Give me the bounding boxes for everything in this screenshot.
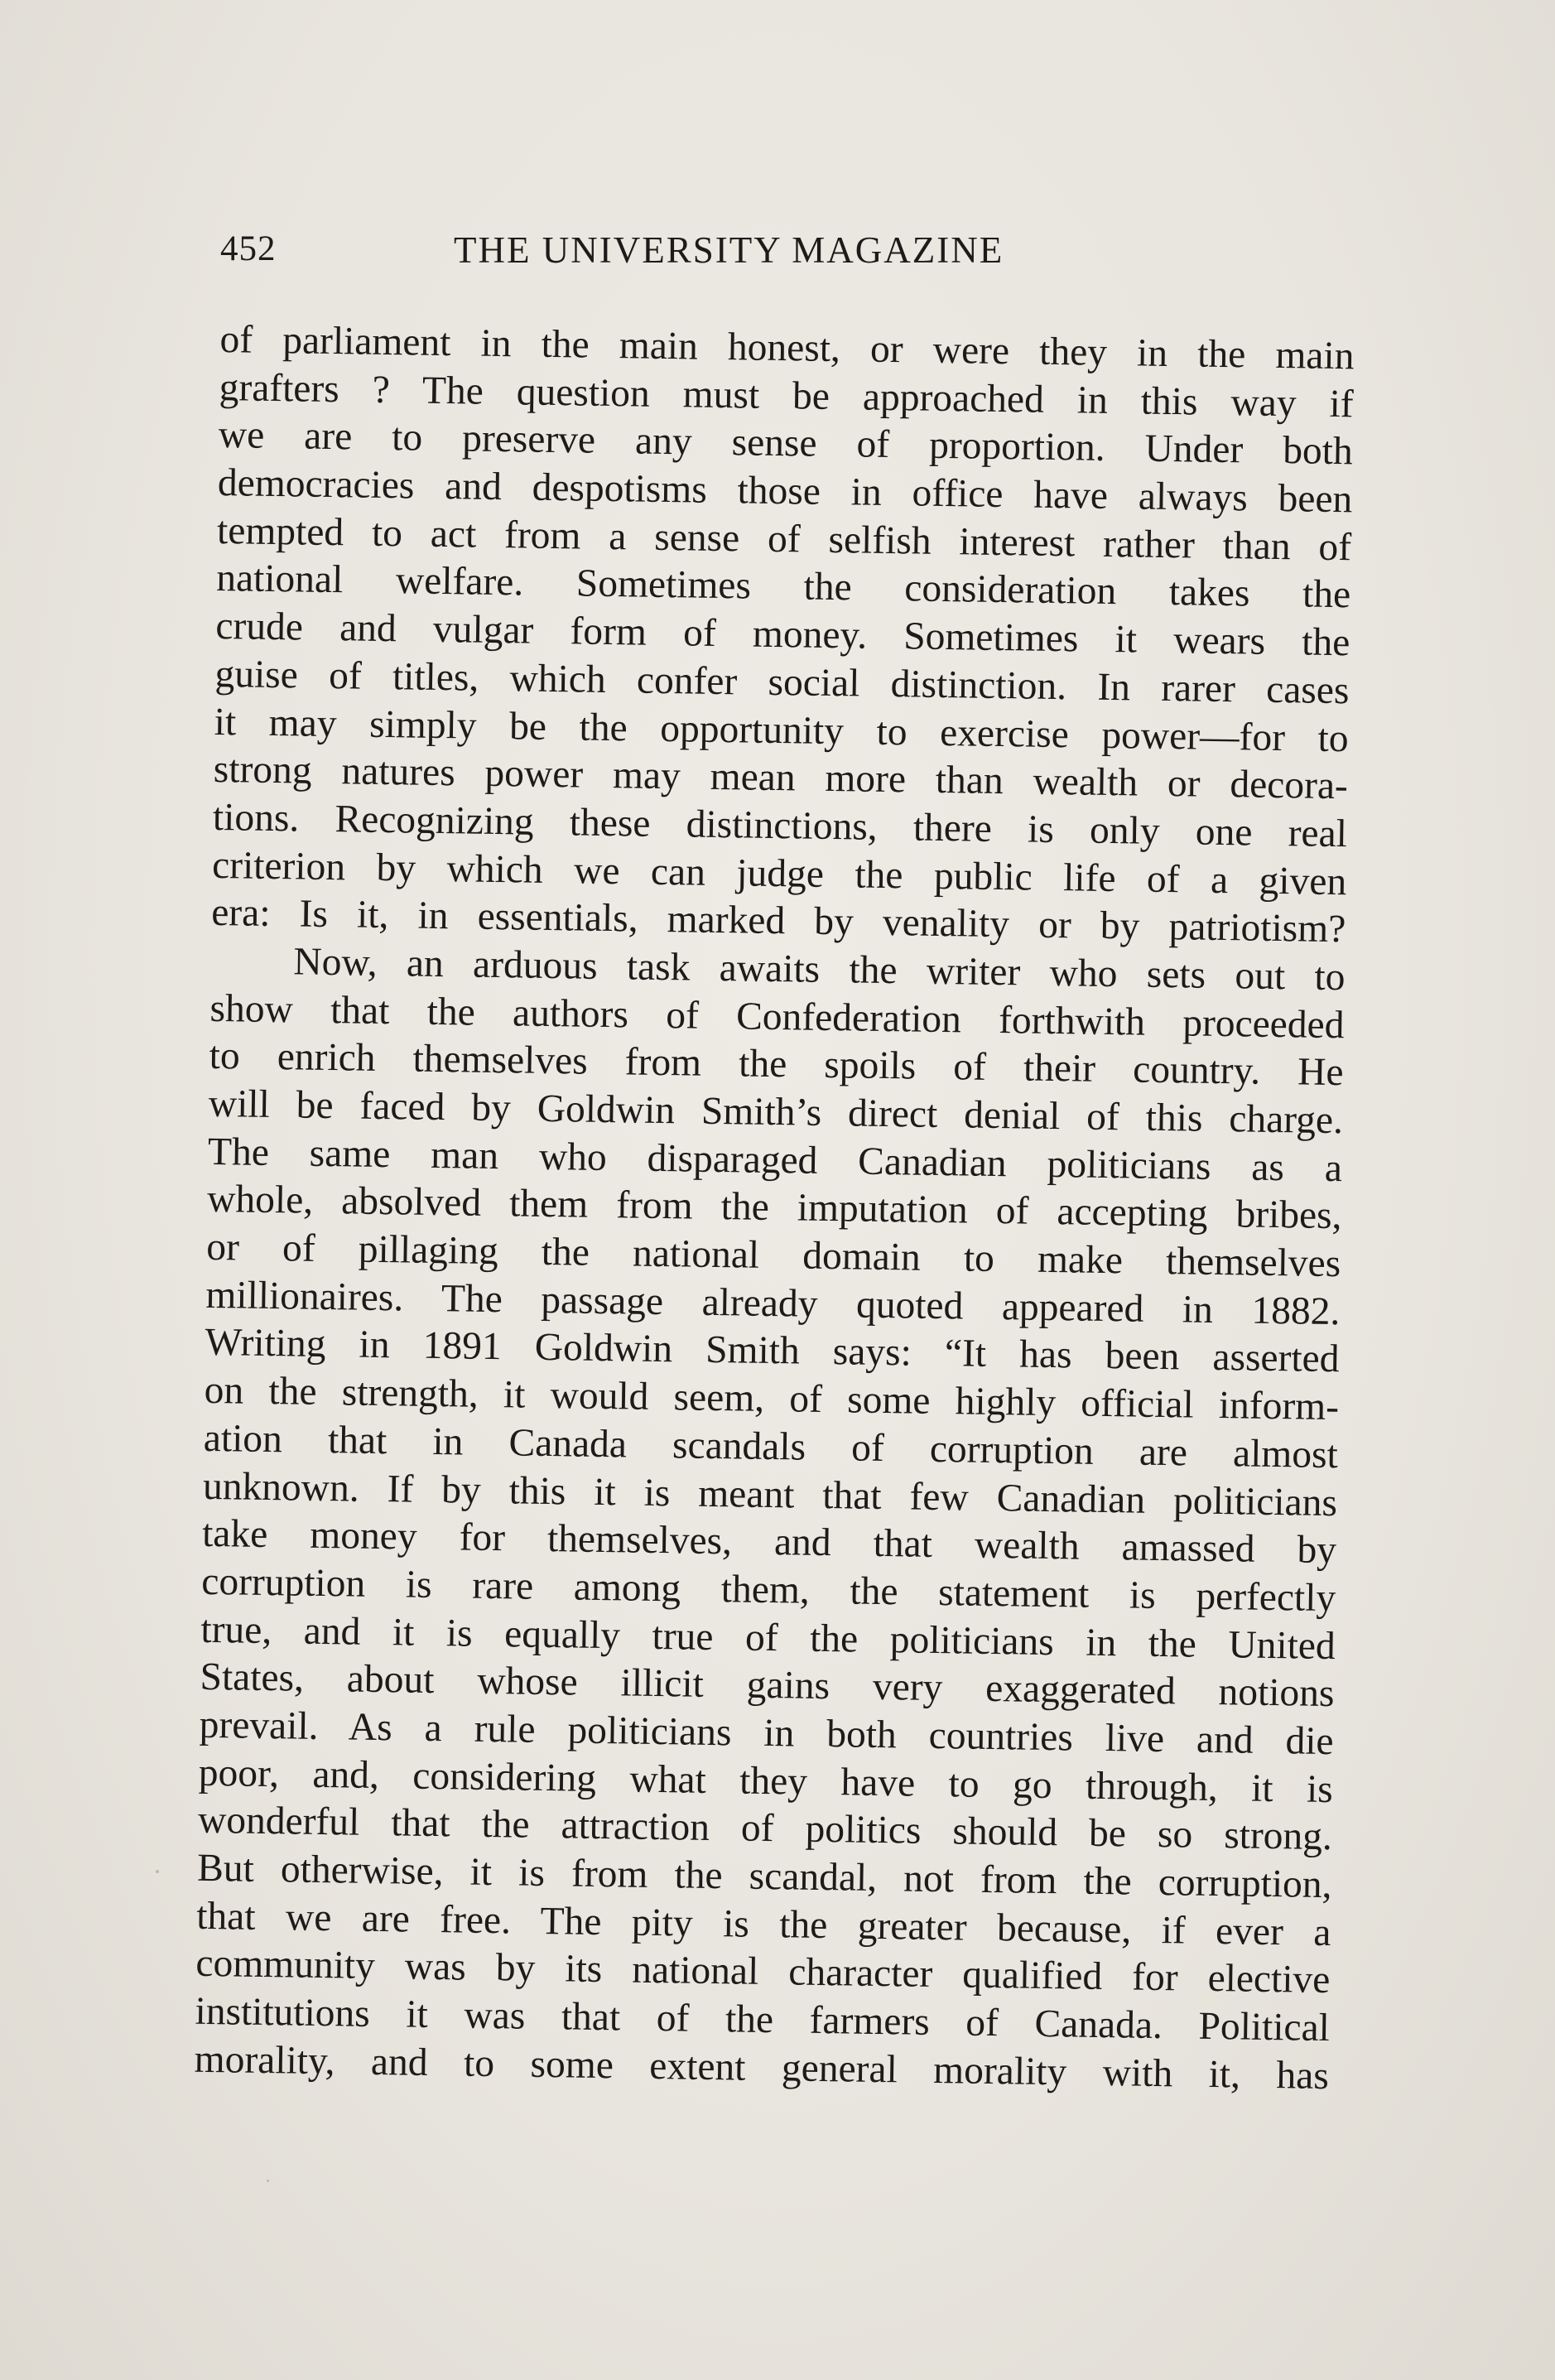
text-line: guise of titles, which confer social distinction. In rarer cases [214,652,1350,713]
text-line: democracies and despotisms those in office have always been [217,461,1353,522]
text-line: strong natures power may mean more than wealth or decora- [213,748,1349,808]
text-line: crude and vulgar form of money. Sometimes it wears the [215,605,1350,665]
running-title: THE UNIVERSITY MAGAZINE [454,229,1004,271]
text-line: will be faced by Goldwin Smith’s direct denial of this charge. [208,1082,1344,1143]
text-line: institutions it was that of the farmers of Canada. Political [195,1989,1331,2050]
text-line: millionaires. The passage already quoted appeared in 1882. [205,1273,1341,1333]
text-line: But otherwise, it is from the scandal, not from the corruption, [196,1846,1332,1907]
text-line: criterion by which we can judge the public life of a given [211,843,1347,903]
text-line: national welfare. Sometimes the consideration takes the [215,556,1351,617]
text-line: Writing in 1891 Goldwin Smith says: “It has been asserted [205,1321,1340,1381]
text-line: whole, absolved them from the imputation of accepting bribes, [206,1178,1342,1238]
text-line: prevail. As a rule politicians in both countries live and die [199,1703,1335,1764]
text-line: community was by its national character qualified for elective [195,1942,1331,2002]
text-line: poor, and, considering what they have to go through, it is [198,1751,1334,1811]
text-line: tempted to act from a sense of selfish interest rather than of [216,508,1352,570]
text-line: The same man who disparaged Canadian politicians as a [207,1130,1343,1190]
page-number: 452 [220,229,277,268]
text-line: era: Is it, in essentials, marked by venality or by patriotism? [210,891,1346,952]
text-line: it may simply be the opportunity to exercise power—for to [214,700,1349,760]
text-line: morality, and to some extent general morality with it, has [194,2037,1330,2098]
text-line: ation that in Canada scandals of corruption are almost [203,1416,1339,1477]
text-line: or of pillaging the national domain to make themselves [205,1225,1341,1286]
text-line: unknown. If by this it is meant that few Canadian politicians [202,1464,1338,1525]
text-line: that we are free. The pity is the greater because, if ever a [195,1894,1331,1954]
text-line: true, and it is equally true of the politicians in the United [200,1607,1336,1668]
page-header [220,229,1123,278]
text-line: of parliament in the main honest, or were they in the main [219,317,1355,378]
text-line: Now, an arduous task awaits the writer who sets out to [293,940,1346,1000]
text-line: we are to preserve any sense of proportion. Under both [218,413,1354,474]
paper-speck [156,1870,159,1873]
text-line: grafters ? The question must be approached in this way if [219,365,1354,426]
text-line: States, about whose illicit gains very exaggerated notions [200,1655,1335,1716]
text-line: to enrich themselves from the spoils of their country. He [209,1034,1344,1095]
text-line: take money for themselves, and that wealth amassed by [201,1512,1337,1573]
text-line: wonderful that the attraction of politics should be so strong. [197,1799,1333,1859]
text-line: tions. Recognizing these distinctions, there is only one real [212,795,1348,856]
text-line: corruption is rare among them, the statement is perfectly [200,1559,1336,1621]
text-line: on the strength, it would seem, of some highly official inform- [204,1368,1340,1429]
text-line: show that the authors of Confederation forthwith proceeded [209,986,1345,1047]
body-text [194,316,1355,2101]
paper-speck [267,2180,269,2182]
